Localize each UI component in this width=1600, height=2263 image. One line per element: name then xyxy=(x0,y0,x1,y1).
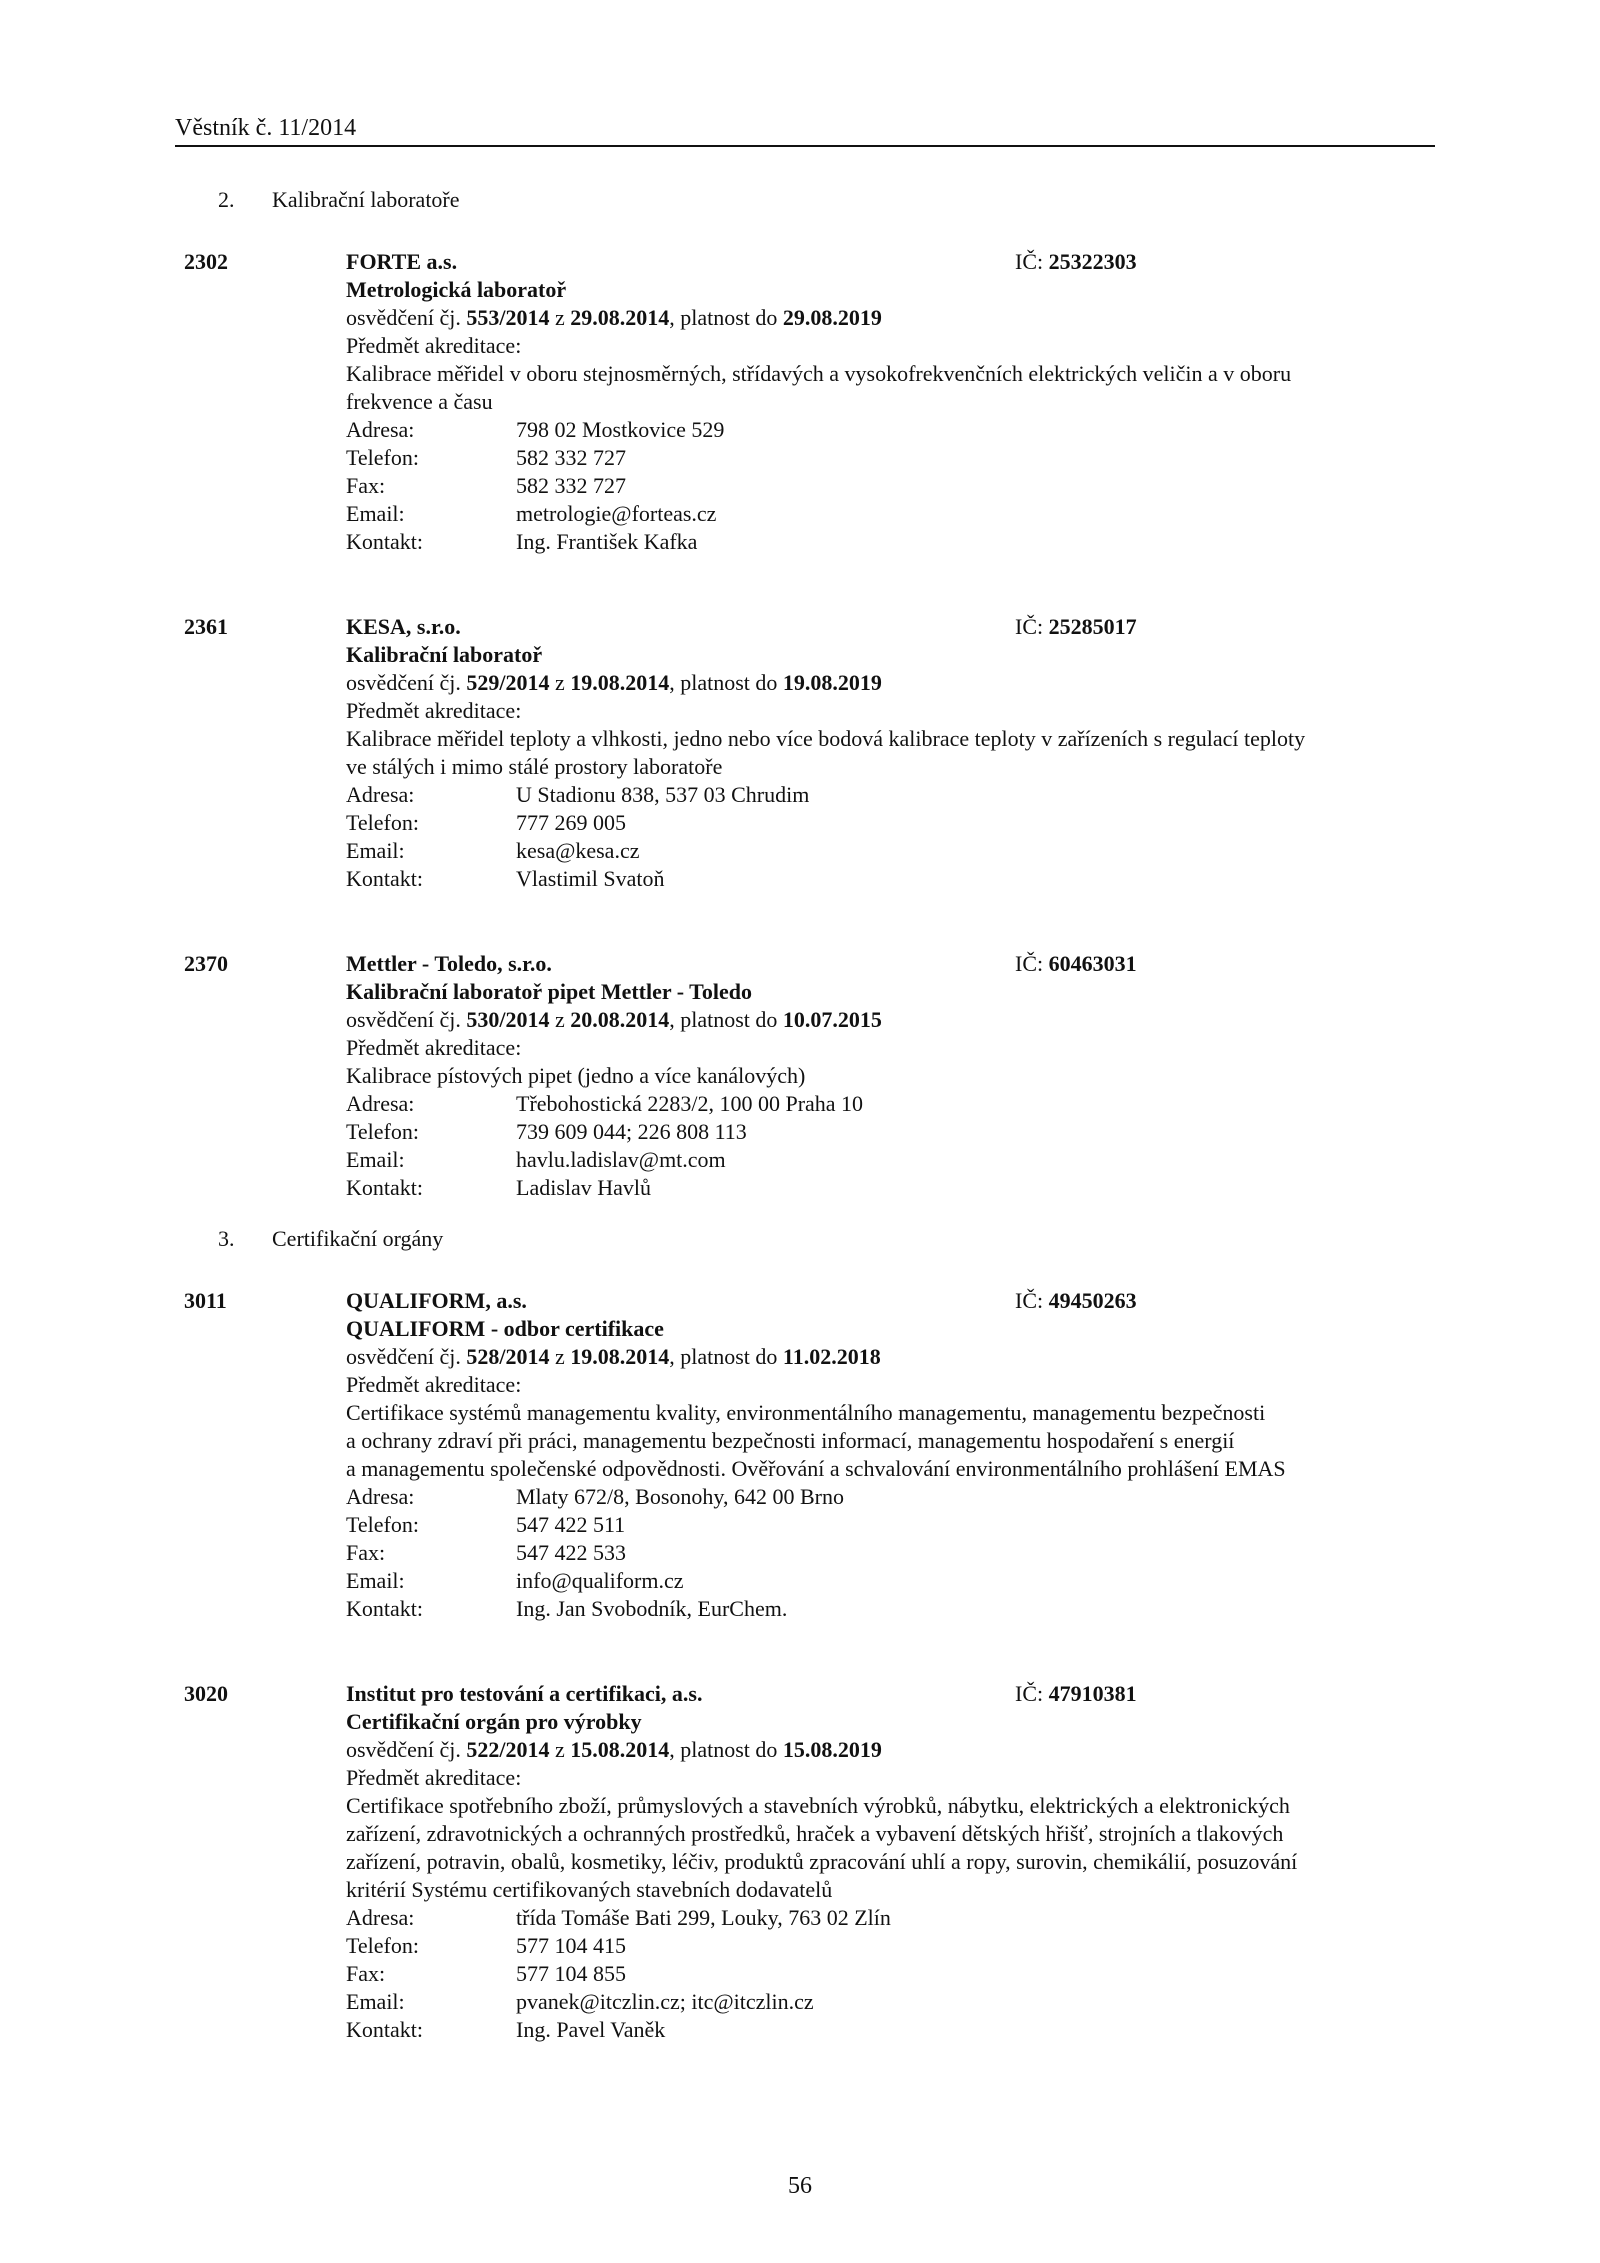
page-header: Věstník č. 11/2014 xyxy=(175,115,357,141)
contact-row xyxy=(346,1483,1406,1511)
entry-body xyxy=(346,613,1406,893)
cert-date: 20.08.2014 xyxy=(570,1007,670,1032)
cert-z: z xyxy=(554,1344,565,1369)
contact-label: Kontakt: xyxy=(346,1596,423,1621)
validity-date: 11.02.2018 xyxy=(782,1344,881,1369)
subject-line: Certifikace systémů managementu kvality, environmentálního managementu, managementu bezpečnosti xyxy=(346,1400,1266,1425)
validity-date: 10.07.2015 xyxy=(782,1007,882,1032)
contact-value: 739 609 044; 226 808 113 xyxy=(516,1119,747,1144)
contact-label: Email: xyxy=(346,1989,405,2014)
contact-value: třída Tomáše Bati 299, Louky, 763 02 Zlín xyxy=(516,1905,891,1930)
contact-label: Email: xyxy=(346,838,405,863)
validity-prefix: , platnost do xyxy=(669,1007,778,1032)
subject-line: ve stálých i mimo stálé prostory laboratoře xyxy=(346,754,723,779)
lab-name: Certifikační orgán pro výrobky xyxy=(346,1709,642,1734)
subject-line: zařízení, potravin, obalů, kosmetiky, léčiv, produktů zpracování uhlí a ropy, surovin, chemikálií, posuzování xyxy=(346,1849,1298,1874)
contact-row xyxy=(346,1539,1406,1567)
contact-value: pvanek@itczlin.cz; itc@itczlin.cz xyxy=(516,1989,814,2014)
cert-date: 19.08.2014 xyxy=(570,670,670,695)
contact-label: Kontakt: xyxy=(346,866,423,891)
validity-prefix: , platnost do xyxy=(669,305,778,330)
contact-label: Fax: xyxy=(346,1961,386,1986)
contact-label: Kontakt: xyxy=(346,529,423,554)
contact-label: Telefon: xyxy=(346,445,419,470)
subject-label: Předmět akreditace: xyxy=(346,1765,522,1790)
contact-label: Kontakt: xyxy=(346,1175,423,1200)
contact-row xyxy=(346,416,1406,444)
contact-value: 582 332 727 xyxy=(516,473,626,498)
company-name: Mettler - Toledo, s.r.o. xyxy=(346,951,552,976)
contact-value: Ladislav Havlů xyxy=(516,1175,652,1200)
contact-value: Ing. František Kafka xyxy=(516,529,698,554)
contact-value: Mlaty 672/8, Bosonohy, 642 00 Brno xyxy=(516,1484,844,1509)
contact-value: Ing. Jan Svobodník, EurChem. xyxy=(516,1596,788,1621)
section-heading xyxy=(218,186,460,214)
contact-label: Fax: xyxy=(346,473,386,498)
contact-row xyxy=(346,444,1406,472)
subject-line: a ochrany zdraví při práci, managementu bezpečnosti informací, managementu hospodaření s energií xyxy=(346,1428,1235,1453)
cert-number: 553/2014 xyxy=(466,305,550,330)
lab-name: Kalibrační laboratoř pipet Mettler - Toledo xyxy=(346,979,752,1004)
contact-value: kesa@kesa.cz xyxy=(516,838,640,863)
contact-row xyxy=(346,1988,1406,2016)
subject-label: Předmět akreditace: xyxy=(346,1035,522,1060)
entry-id: 2370 xyxy=(184,951,228,976)
cert-z: z xyxy=(554,1007,565,1032)
contact-value: havlu.ladislav@mt.com xyxy=(516,1147,726,1172)
validity-date: 15.08.2019 xyxy=(782,1737,882,1762)
validity-date: 29.08.2019 xyxy=(782,305,882,330)
contact-row xyxy=(346,1932,1406,1960)
contact-value: Ing. Pavel Vaněk xyxy=(516,2017,666,2042)
cert-prefix: osvědčení čj. xyxy=(346,1007,461,1032)
cert-number: 522/2014 xyxy=(466,1737,550,1762)
validity-prefix: , platnost do xyxy=(669,670,778,695)
contact-row xyxy=(346,1090,1406,1118)
ico-label: IČ: xyxy=(1015,951,1044,976)
cert-z: z xyxy=(554,1737,565,1762)
lab-name: QUALIFORM - odbor certifikace xyxy=(346,1316,664,1341)
page-number: 56 xyxy=(788,2173,812,2199)
cert-prefix: osvědčení čj. xyxy=(346,1344,461,1369)
subject-line: Kalibrace pístových pipet (jedno a více kanálových) xyxy=(346,1063,806,1088)
cert-date: 15.08.2014 xyxy=(570,1737,670,1762)
section-title: Kalibrační laboratoře xyxy=(272,187,460,212)
subject-label: Předmět akreditace: xyxy=(346,1372,522,1397)
contact-row xyxy=(346,837,1406,865)
cert-prefix: osvědčení čj. xyxy=(346,1737,461,1762)
subject-label: Předmět akreditace: xyxy=(346,333,522,358)
cert-z: z xyxy=(554,670,565,695)
cert-number: 528/2014 xyxy=(466,1344,550,1369)
header-rule xyxy=(175,145,1435,147)
contact-value: 577 104 855 xyxy=(516,1961,626,1986)
certificate-line xyxy=(346,1006,1406,1034)
contact-label: Email: xyxy=(346,1568,405,1593)
lab-name: Metrologická laboratoř xyxy=(346,277,567,302)
contact-value: Třebohostická 2283/2, 100 00 Praha 10 xyxy=(516,1091,864,1116)
contact-label: Telefon: xyxy=(346,810,419,835)
ico-value: 47910381 xyxy=(1048,1681,1137,1706)
contact-row xyxy=(346,500,1406,528)
contact-row xyxy=(346,1118,1406,1146)
company-name: Institut pro testování a certifikaci, a.s. xyxy=(346,1681,703,1706)
entry-body xyxy=(346,248,1406,556)
company-name: QUALIFORM, a.s. xyxy=(346,1288,527,1313)
subject-line: Kalibrace měřidel teploty a vlhkosti, jedno nebo více bodová kalibrace teploty v zařízeních s regulací teploty xyxy=(346,726,1306,751)
subject-line: kritérií Systému certifikovaných stavebních dodavatelů xyxy=(346,1877,833,1902)
contact-row xyxy=(346,2016,1406,2044)
contact-label: Telefon: xyxy=(346,1512,419,1537)
contact-value: U Stadionu 838, 537 03 Chrudim xyxy=(516,782,810,807)
section-number: 2. xyxy=(218,187,235,212)
cert-z: z xyxy=(554,305,565,330)
validity-prefix: , platnost do xyxy=(669,1737,778,1762)
ico-value: 25322303 xyxy=(1048,249,1137,274)
ico-label: IČ: xyxy=(1015,1681,1044,1706)
validity-prefix: , platnost do xyxy=(669,1344,778,1369)
cert-number: 530/2014 xyxy=(466,1007,550,1032)
certificate-line xyxy=(346,669,1406,697)
section-title: Certifikační orgány xyxy=(272,1226,444,1251)
validity-date: 19.08.2019 xyxy=(782,670,882,695)
contact-label: Fax: xyxy=(346,1540,386,1565)
entry-body xyxy=(346,1287,1406,1623)
ico-value: 25285017 xyxy=(1048,614,1137,639)
contact-row xyxy=(346,1511,1406,1539)
contact-value: metrologie@forteas.cz xyxy=(516,501,717,526)
contact-row xyxy=(346,1146,1406,1174)
contact-label: Adresa: xyxy=(346,1091,415,1116)
contact-value: 547 422 511 xyxy=(516,1512,626,1537)
subject-line: Certifikace spotřebního zboží, průmyslových a stavebních výrobků, nábytku, elektrických a elektronických xyxy=(346,1793,1290,1818)
contact-row xyxy=(346,809,1406,837)
subject-line: Kalibrace měřidel v oboru stejnosměrných, střídavých a vysokofrekvenčních elektrických veličin a v oboru xyxy=(346,361,1292,386)
cert-number: 529/2014 xyxy=(466,670,550,695)
contact-row xyxy=(346,1904,1406,1932)
contact-row xyxy=(346,781,1406,809)
ico-value: 49450263 xyxy=(1048,1288,1137,1313)
contact-label: Adresa: xyxy=(346,417,415,442)
contact-value: 577 104 415 xyxy=(516,1933,626,1958)
contact-row xyxy=(346,1174,1406,1202)
company-name: KESA, s.r.o. xyxy=(346,614,461,639)
cert-prefix: osvědčení čj. xyxy=(346,305,461,330)
contact-label: Adresa: xyxy=(346,1484,415,1509)
cert-prefix: osvědčení čj. xyxy=(346,670,461,695)
subject-line: a managementu společenské odpovědnosti. Ověřování a schvalování environmentálního prohlášení EMAS xyxy=(346,1456,1286,1481)
contact-value: info@qualiform.cz xyxy=(516,1568,684,1593)
contact-label: Adresa: xyxy=(346,782,415,807)
contact-label: Email: xyxy=(346,501,405,526)
contact-row xyxy=(346,1567,1406,1595)
entry-body xyxy=(346,950,1406,1202)
subject-line: frekvence a času xyxy=(346,389,493,414)
entry-body xyxy=(346,1680,1406,2044)
contact-label: Kontakt: xyxy=(346,2017,423,2042)
contact-value: 582 332 727 xyxy=(516,445,626,470)
contact-row xyxy=(346,865,1406,893)
section-number: 3. xyxy=(218,1226,235,1251)
contact-row xyxy=(346,1960,1406,1988)
section-heading xyxy=(218,1225,443,1253)
certificate-line xyxy=(346,1343,1406,1371)
cert-date: 19.08.2014 xyxy=(570,1344,670,1369)
ico-label: IČ: xyxy=(1015,1288,1044,1313)
cert-date: 29.08.2014 xyxy=(570,305,670,330)
ico-value: 60463031 xyxy=(1048,951,1137,976)
entry-id: 3020 xyxy=(184,1681,228,1706)
subject-label: Předmět akreditace: xyxy=(346,698,522,723)
entry-id: 3011 xyxy=(184,1288,227,1313)
certificate-line xyxy=(346,304,1406,332)
contact-label: Telefon: xyxy=(346,1933,419,1958)
contact-row xyxy=(346,472,1406,500)
contact-label: Adresa: xyxy=(346,1905,415,1930)
company-name: FORTE a.s. xyxy=(346,249,458,274)
subject-line: zařízení, zdravotnických a ochranných prostředků, hraček a vybavení dětských hřišť, strojních a tlakových xyxy=(346,1821,1284,1846)
contact-value: 798 02 Mostkovice 529 xyxy=(516,417,725,442)
certificate-line xyxy=(346,1736,1406,1764)
ico-label: IČ: xyxy=(1015,249,1044,274)
entry-id: 2302 xyxy=(184,249,228,274)
contact-value: Vlastimil Svatoň xyxy=(516,866,665,891)
contact-label: Email: xyxy=(346,1147,405,1172)
contact-value: 547 422 533 xyxy=(516,1540,626,1565)
contact-label: Telefon: xyxy=(346,1119,419,1144)
ico-label: IČ: xyxy=(1015,614,1044,639)
entry-id: 2361 xyxy=(184,614,228,639)
contact-row xyxy=(346,1595,1406,1623)
contact-row xyxy=(346,528,1406,556)
lab-name: Kalibrační laboratoř xyxy=(346,642,543,667)
contact-value: 777 269 005 xyxy=(516,810,626,835)
